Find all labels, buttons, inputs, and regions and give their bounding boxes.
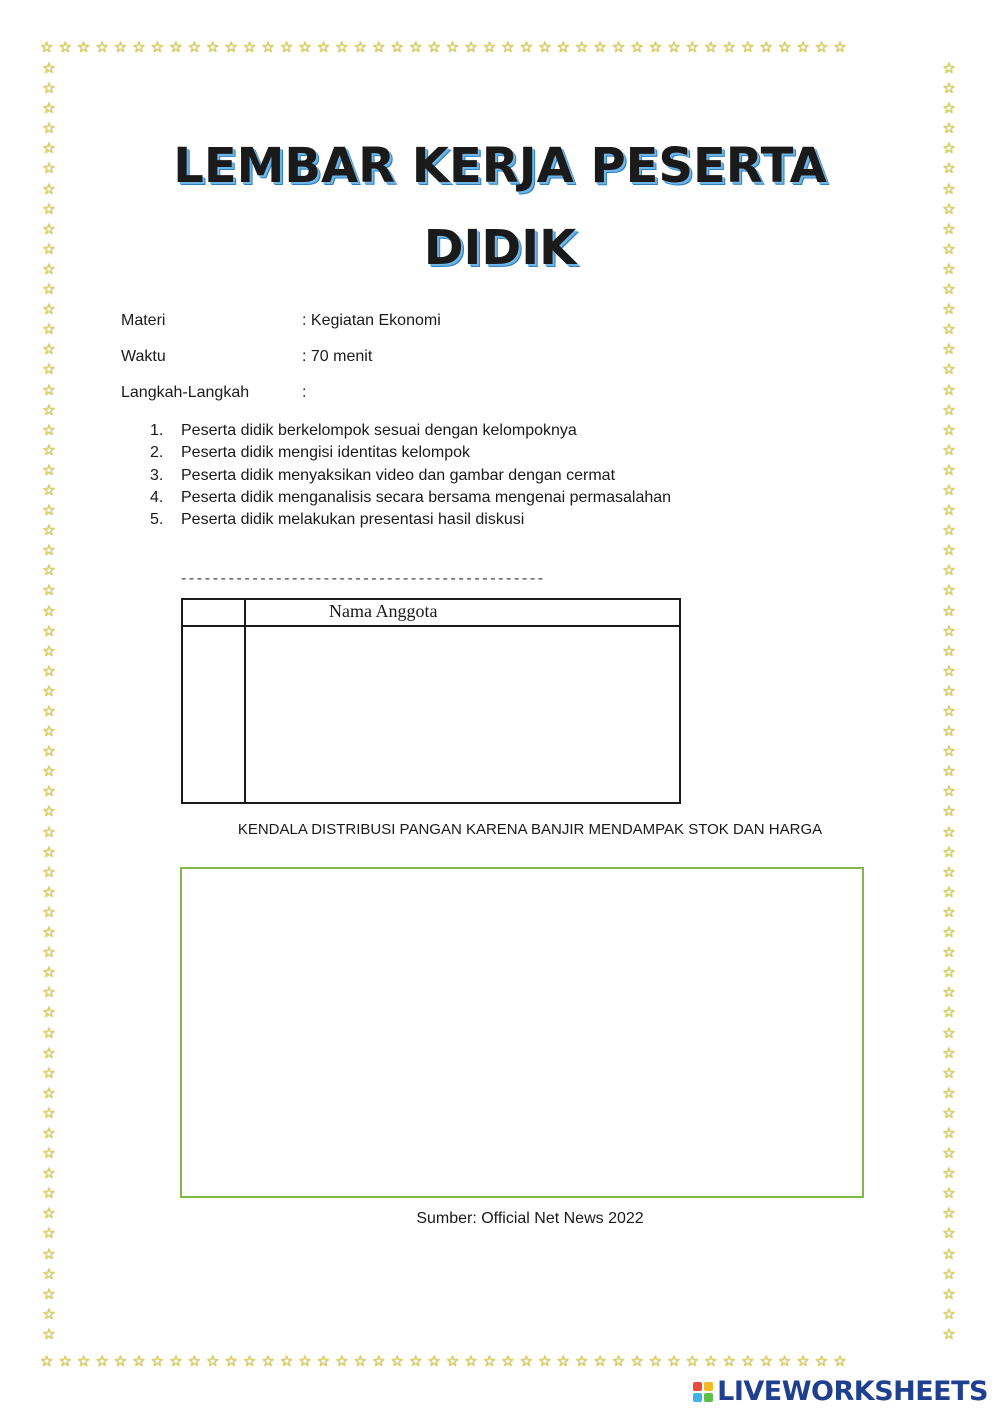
list-item [150,465,671,487]
member-table [181,598,681,804]
step-number: 3. [150,466,164,484]
meta-value: : Kegiatan Ekonomi [302,312,441,329]
brand-name: LIVEWORKSHEETS [717,1376,988,1407]
liveworksheets-logo [693,1376,988,1407]
step-number: 1. [150,422,164,439]
list-item [150,420,671,442]
meta-value: : 70 menit [302,348,373,365]
liveworksheets-icon [693,1382,713,1402]
step-number: 2. [150,444,164,462]
meta-label: Waktu [121,348,166,365]
star-border-top: ☆☆☆☆☆☆☆☆☆☆☆☆☆☆☆☆☆☆☆☆☆☆☆☆☆☆☆☆☆☆☆☆☆☆☆☆☆☆☆☆☆☆☆☆ [40,38,852,56]
meta-label: Materi [121,312,166,329]
step-number: 5. [150,511,164,529]
step-number: 4. [150,488,164,506]
meta-value: : [302,384,307,401]
group-name-field[interactable]: ---------------------------------------------- [181,570,546,587]
step-text: Peserta didik menyaksikan video dan gambar dengan cermat [181,466,616,484]
member-table-header: Nama Anggota [329,601,438,621]
list-item [150,487,671,509]
step-text: Peserta didik berkelompok sesuai dengan kelompoknya [181,422,577,439]
star-border-bottom: ☆☆☆☆☆☆☆☆☆☆☆☆☆☆☆☆☆☆☆☆☆☆☆☆☆☆☆☆☆☆☆☆☆☆☆☆☆☆☆☆☆☆☆☆ [40,1352,852,1370]
list-item [150,509,671,531]
table-divider [244,600,246,802]
meta-label: Langkah-Langkah [121,384,250,401]
steps-list [150,420,671,531]
star-border-right: ☆☆☆☆☆☆☆☆☆☆☆☆☆☆☆☆☆☆☆☆☆☆☆☆☆☆☆☆☆☆☆☆☆☆☆☆☆☆☆☆☆☆☆☆☆☆☆☆☆☆☆☆☆☆☆☆☆☆☆☆☆☆☆☆ [942,59,956,1343]
page-title-line2: DIDIK [423,220,577,276]
page-title-line1: LEMBAR KERJA PESERTA [173,138,827,194]
step-text: Peserta didik mengisi identitas kelompok [181,444,471,462]
table-divider [183,625,679,627]
source-text: Sumber: Official Net News 2022 [416,1210,644,1227]
step-text: Peserta didik menganalisis secara bersama mengenai permasalahan [181,488,672,506]
list-item [150,442,671,464]
step-text: Peserta didik melakukan presentasi hasil diskusi [181,511,525,529]
media-placeholder[interactable] [180,867,864,1198]
media-caption: KENDALA DISTRIBUSI PANGAN KARENA BANJIR MENDAMPAK STOK DAN HARGA [237,821,823,838]
star-border-left: ☆☆☆☆☆☆☆☆☆☆☆☆☆☆☆☆☆☆☆☆☆☆☆☆☆☆☆☆☆☆☆☆☆☆☆☆☆☆☆☆☆☆☆☆☆☆☆☆☆☆☆☆☆☆☆☆☆☆☆☆☆☆☆☆ [42,59,56,1343]
